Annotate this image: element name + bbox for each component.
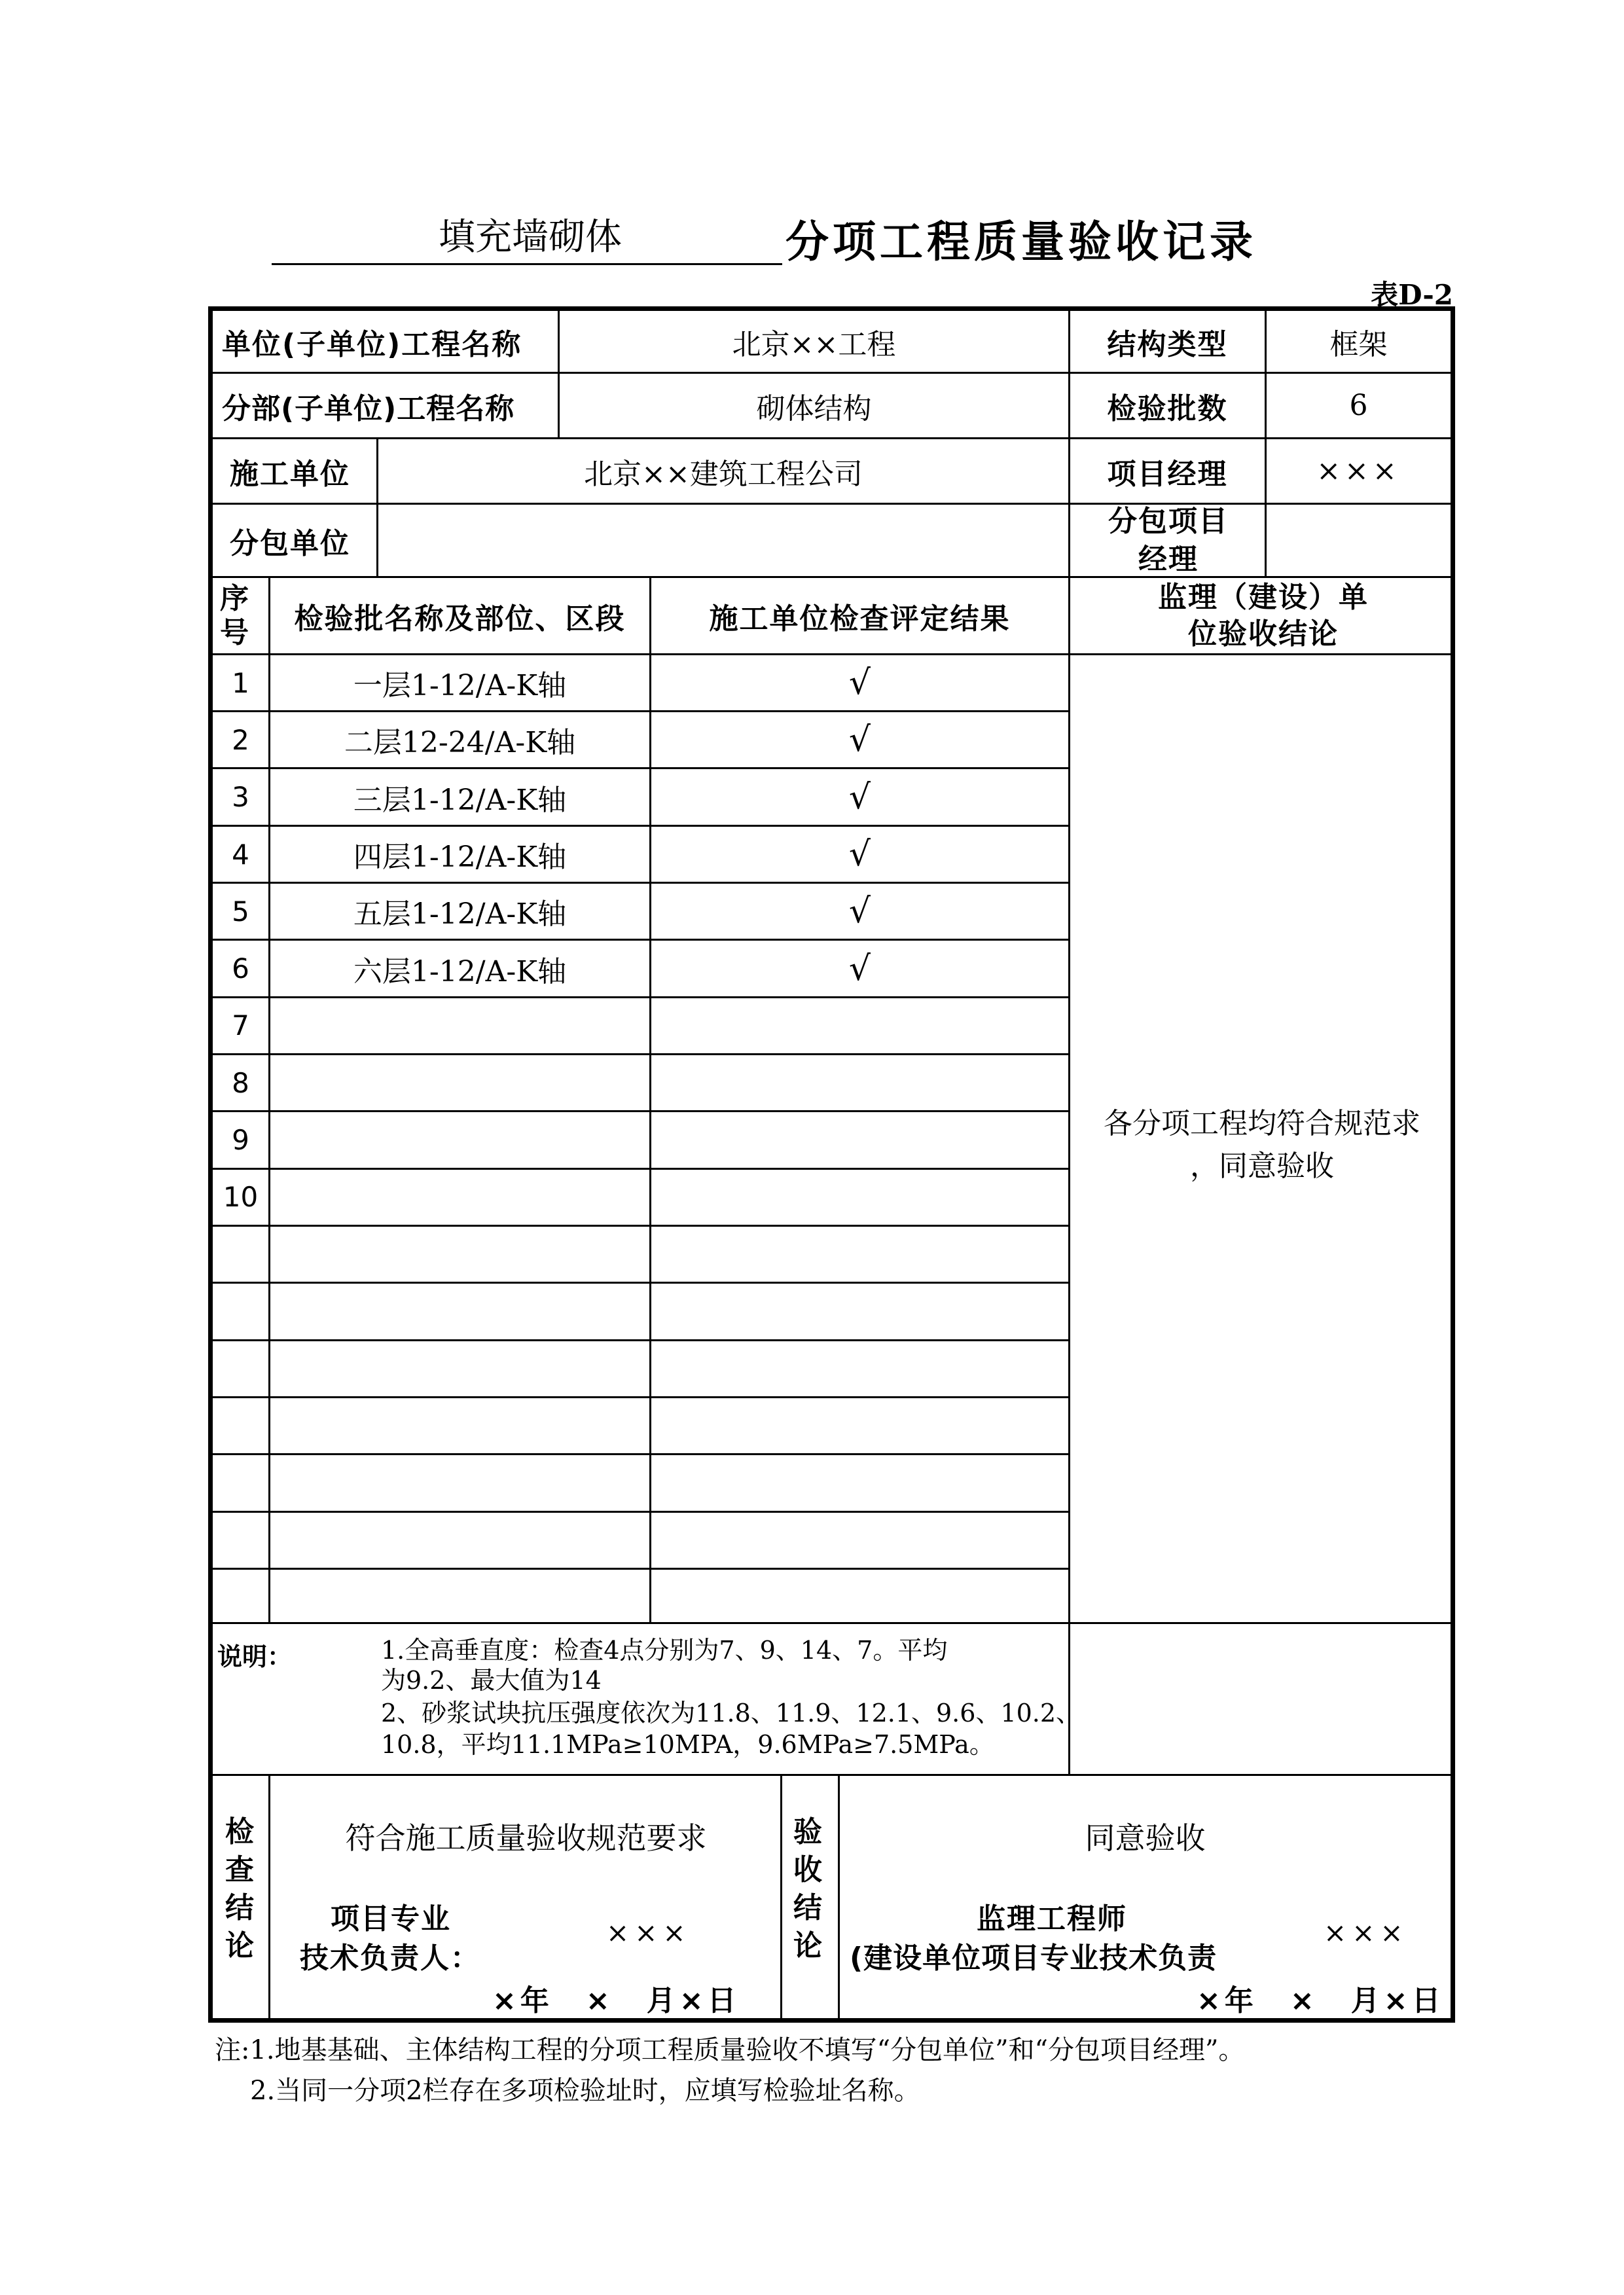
row-seq: 2 — [232, 723, 249, 756]
page-title: 分项工程质量验收记录 — [785, 217, 1257, 267]
batch-count-value: 6 — [1349, 389, 1368, 422]
notes-label: 说明： — [217, 1642, 293, 1671]
division-value: 砌体结构 — [756, 391, 872, 425]
sub-pm-label: 分包项目经理 — [1108, 504, 1229, 576]
row-batch-name — [270, 1455, 649, 1510]
sub-pm-value — [1267, 505, 1451, 576]
supervision-conclusion-line2: ，同意验收 — [1190, 1149, 1334, 1183]
row-check-result: √ — [848, 835, 871, 875]
footnote-1: 注:1.地基基础、主体结构工程的分项工程质量验收不填写“分包单位”和“分包项目经理”。 — [215, 2035, 1245, 2065]
unit-project-label: 单位(子单位)工程名称 — [222, 327, 522, 361]
row-check-result — [651, 1227, 1068, 1282]
row-seq: 8 — [232, 1066, 249, 1099]
pm-value: ××× — [1316, 454, 1401, 488]
subproject-underline — [272, 263, 782, 265]
row-seq: 1 — [232, 666, 249, 699]
row-check-result — [651, 1170, 1068, 1225]
row-check-result: √ — [848, 777, 871, 817]
row-batch-name: 五层1-12/A-K轴 — [353, 897, 567, 931]
acceptance-signer-line1: 监理工程师 — [977, 1902, 1127, 1936]
division-label: 分部(子单位)工程名称 — [222, 391, 515, 425]
footnote-2: 2.当同一分项2栏存在多项检验址时，应填写检验址名称。 — [250, 2076, 920, 2106]
row-check-result — [651, 1570, 1068, 1625]
row-seq: 6 — [232, 952, 249, 985]
row-batch-name — [270, 1341, 649, 1396]
row-seq — [213, 1570, 268, 1625]
seq-header: 序号 — [220, 581, 250, 649]
row-seq: 5 — [232, 895, 249, 928]
check-signer-line1: 项目专业 — [331, 1902, 451, 1936]
row-check-result — [651, 1284, 1068, 1339]
row-seq: 3 — [232, 781, 249, 814]
row-batch-name — [270, 1170, 649, 1225]
row-batch-name — [270, 998, 649, 1053]
acceptance-conclusion-label: 验收结论 — [793, 1815, 822, 1962]
result-header: 施工单位检查评定结果 — [709, 602, 1011, 636]
row-seq: 9 — [232, 1124, 249, 1157]
check-signer-value: ××× — [606, 1917, 691, 1949]
row-check-result: √ — [848, 720, 871, 760]
row-check-result — [651, 1398, 1068, 1453]
subproject-name: 填充墙砌体 — [439, 216, 622, 259]
row-batch-name: 四层1-12/A-K轴 — [353, 840, 567, 875]
supervision-header: 监理（建设）单位验收结论 — [1158, 580, 1369, 651]
row-batch-name: 二层12-24/A-K轴 — [344, 726, 576, 760]
structure-type-label: 结构类型 — [1107, 327, 1228, 361]
batch-header: 检验批名称及部位、区段 — [294, 602, 626, 636]
row-seq — [213, 1284, 268, 1339]
row-batch-name — [270, 1227, 649, 1282]
row-batch-name — [270, 1570, 649, 1625]
row-seq: 4 — [232, 838, 249, 871]
acceptance-conclusion-text: 同意验收 — [1085, 1820, 1206, 1856]
row-check-result — [651, 1513, 1068, 1568]
batch-count-label: 检验批数 — [1107, 391, 1228, 425]
form-code: 表D-2 — [1371, 279, 1453, 311]
row-batch-name — [270, 1055, 649, 1110]
row-seq: 10 — [223, 1181, 259, 1214]
row-batch-name — [270, 1398, 649, 1453]
check-date: ×年 × 月×日 — [492, 1984, 740, 2017]
row-check-result — [651, 1055, 1068, 1110]
row-seq — [213, 1513, 268, 1568]
row-batch-name — [270, 1112, 649, 1167]
acceptance-signer-line2: (建设单位项目专业技术负责 — [850, 1942, 1218, 1975]
row-check-result — [651, 1341, 1068, 1396]
row-seq — [213, 1341, 268, 1396]
row-check-result: √ — [848, 949, 871, 988]
check-signer-line2: 技术负责人： — [300, 1942, 480, 1975]
check-conclusion-label: 检查结论 — [225, 1815, 254, 1962]
row-batch-name: 三层1-12/A-K轴 — [353, 783, 567, 817]
subcontractor-value — [378, 505, 1068, 576]
row-seq — [213, 1398, 268, 1453]
acceptance-date: ×年 × 月×日 — [1197, 1984, 1445, 2017]
pm-label: 项目经理 — [1107, 457, 1228, 491]
row-seq — [213, 1227, 268, 1282]
contractor-value: 北京××建筑工程公司 — [584, 457, 863, 491]
row-batch-name: 一层1-12/A-K轴 — [353, 669, 567, 703]
notes-line-4: 10.8，平均11.1MPa≥10MPA，9.6MPa≥7.5MPa。 — [381, 1730, 994, 1759]
supervision-conclusion-line1: 各分项工程均符合规范求 — [1104, 1107, 1420, 1140]
row-check-result: √ — [848, 663, 871, 703]
structure-type-value: 框架 — [1329, 327, 1388, 361]
row-check-result — [651, 998, 1068, 1053]
unit-project-value: 北京××工程 — [732, 327, 896, 361]
row-check-result: √ — [848, 892, 871, 931]
row-seq — [213, 1455, 268, 1510]
acceptance-signer-value: ××× — [1324, 1917, 1409, 1949]
notes-line-3: 2、砂浆试块抗压强度依次为11.8、11.9、12.1、9.6、10.2、 — [381, 1699, 1081, 1727]
check-conclusion-text: 符合施工质量验收规范要求 — [345, 1820, 707, 1856]
row-batch-name — [270, 1513, 649, 1568]
row-check-result — [651, 1112, 1068, 1167]
notes-line-2: 为9.2、最大值为14 — [381, 1666, 602, 1695]
row-batch-name — [270, 1284, 649, 1339]
row-seq: 7 — [232, 1009, 249, 1042]
notes-line-1: 1.全高垂直度：检查4点分别为7、9、14、7。平均 — [381, 1636, 948, 1665]
row-batch-name: 六层1-12/A-K轴 — [353, 954, 567, 988]
row-check-result — [651, 1455, 1068, 1510]
contractor-label: 施工单位 — [230, 457, 350, 491]
subcontractor-label: 分包单位 — [230, 526, 350, 560]
